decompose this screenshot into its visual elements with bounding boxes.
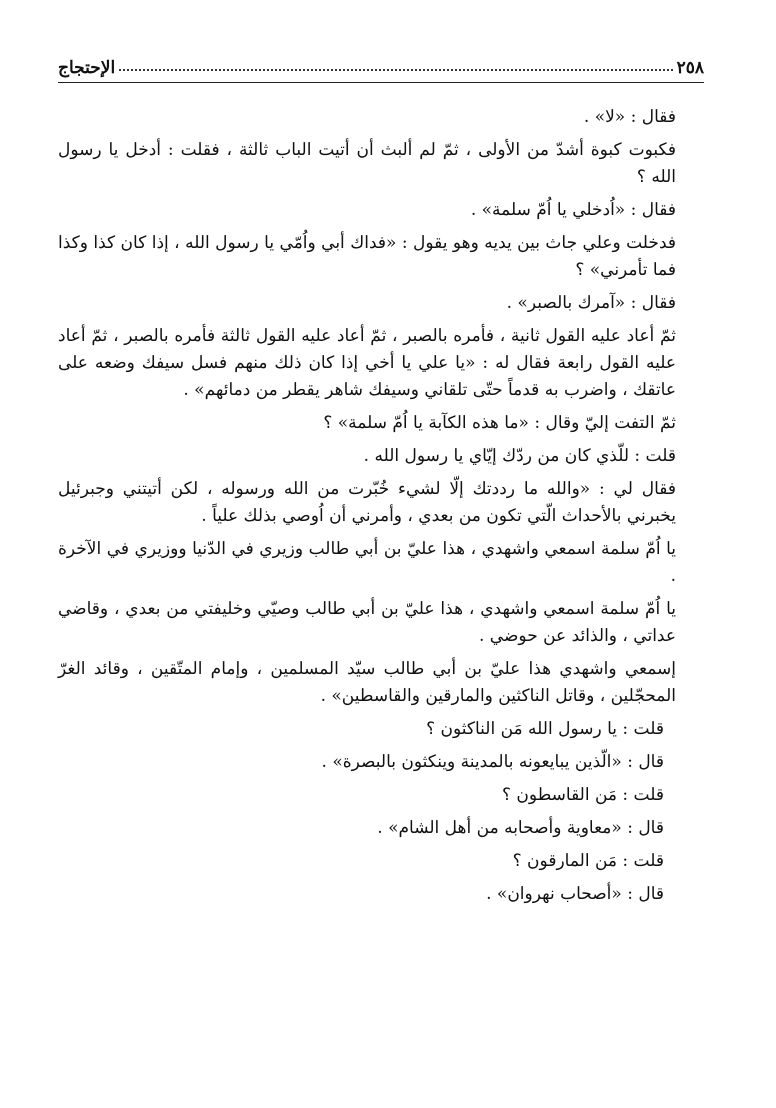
paragraph: إسمعي واشهدي هذا عليّ بن أبي طالب سيّد المسلمين ، وإمام المتّقين ، وقائد الغرّ المحجّلين ، وقاتل الناكثين والمارقين والقاسطين» . bbox=[58, 659, 676, 706]
page-header bbox=[58, 44, 704, 78]
paragraph: قال : «أصحاب نهروان» . bbox=[486, 884, 664, 904]
paragraph: قلت : مَن المارقون ؟ bbox=[512, 851, 664, 871]
paragraph: يا اُمّ سلمة اسمعي واشهدي ، هذا عليّ بن أبي طالب وصيّي وخليفتي من بعدي ، وقاضي عداتي ، والذائد عن حوضي . bbox=[58, 599, 676, 646]
paragraph: قال : «معاوية وأصحابه من أهل الشام» . bbox=[377, 818, 664, 838]
book-title: الإحتجاج bbox=[58, 58, 116, 78]
paragraph: فقال لي : «والله ما رددتك إلّا لشيء خُبّرت من الله ورسوله ، لكن أتيتني وجبرئيل يخبرني بالأحداث الّتي تكون من بعدي ، وأمرني أن اُوصي بذلك علياً . bbox=[58, 479, 676, 526]
paragraph: قلت : يا رسول الله مَن الناكثون ؟ bbox=[426, 719, 664, 739]
header-rule bbox=[58, 82, 704, 83]
paragraph: قلت : مَن القاسطون ؟ bbox=[502, 785, 664, 805]
paragraph: فدخلت وعلي جاث بين يديه وهو يقول : «فداك أبي واُمّي يا رسول الله ، إذا كان كذا وكذا فما تأمرني» ؟ bbox=[58, 233, 676, 280]
paragraph: فقال : «آمرك بالصبر» . bbox=[506, 293, 676, 313]
paragraph: فكبوت كبوة أشدّ من الأولى ، ثمّ لم ألبث أن أتيت الباب ثالثة ، فقلت : أدخل يا رسول الله ؟ bbox=[58, 140, 676, 187]
paragraph: قال : «الّذين يبايعونه بالمدينة وينكثون بالبصرة» . bbox=[321, 752, 664, 772]
paragraph: يا اُمّ سلمة اسمعي واشهدي ، هذا عليّ بن أبي طالب وزيري في الدّنيا ووزيري في الآخرة . bbox=[58, 539, 676, 586]
paragraph: فقال : «لا» . bbox=[583, 107, 676, 127]
page-body bbox=[58, 104, 704, 914]
paragraph: ثمّ التفت إليّ وقال : «ما هذه الكآبة يا اُمّ سلمة» ؟ bbox=[323, 413, 676, 433]
header-dot-leader bbox=[119, 69, 672, 71]
page-number: ٢٥٨ bbox=[676, 58, 704, 78]
paragraph: فقال : «اُدخلي يا اُمّ سلمة» . bbox=[470, 200, 676, 220]
paragraph: قلت : للّذي كان من ردّك إيّاي يا رسول الله . bbox=[363, 446, 676, 466]
paragraph: ثمّ أعاد عليه القول ثانية ، فأمره بالصبر ، ثمّ أعاد عليه القول ثالثة فأمره بالصبر ، ثمّ أعاد عليه القول رابعة فقال له : «يا علي يا أخي إذا كان ذلك منهم فسل سيفك وضعه على عاتقك ، واضرب به قدماً حتّى تلقاني وسيفك شاهر يقطر من دمائهم» . bbox=[58, 326, 676, 400]
